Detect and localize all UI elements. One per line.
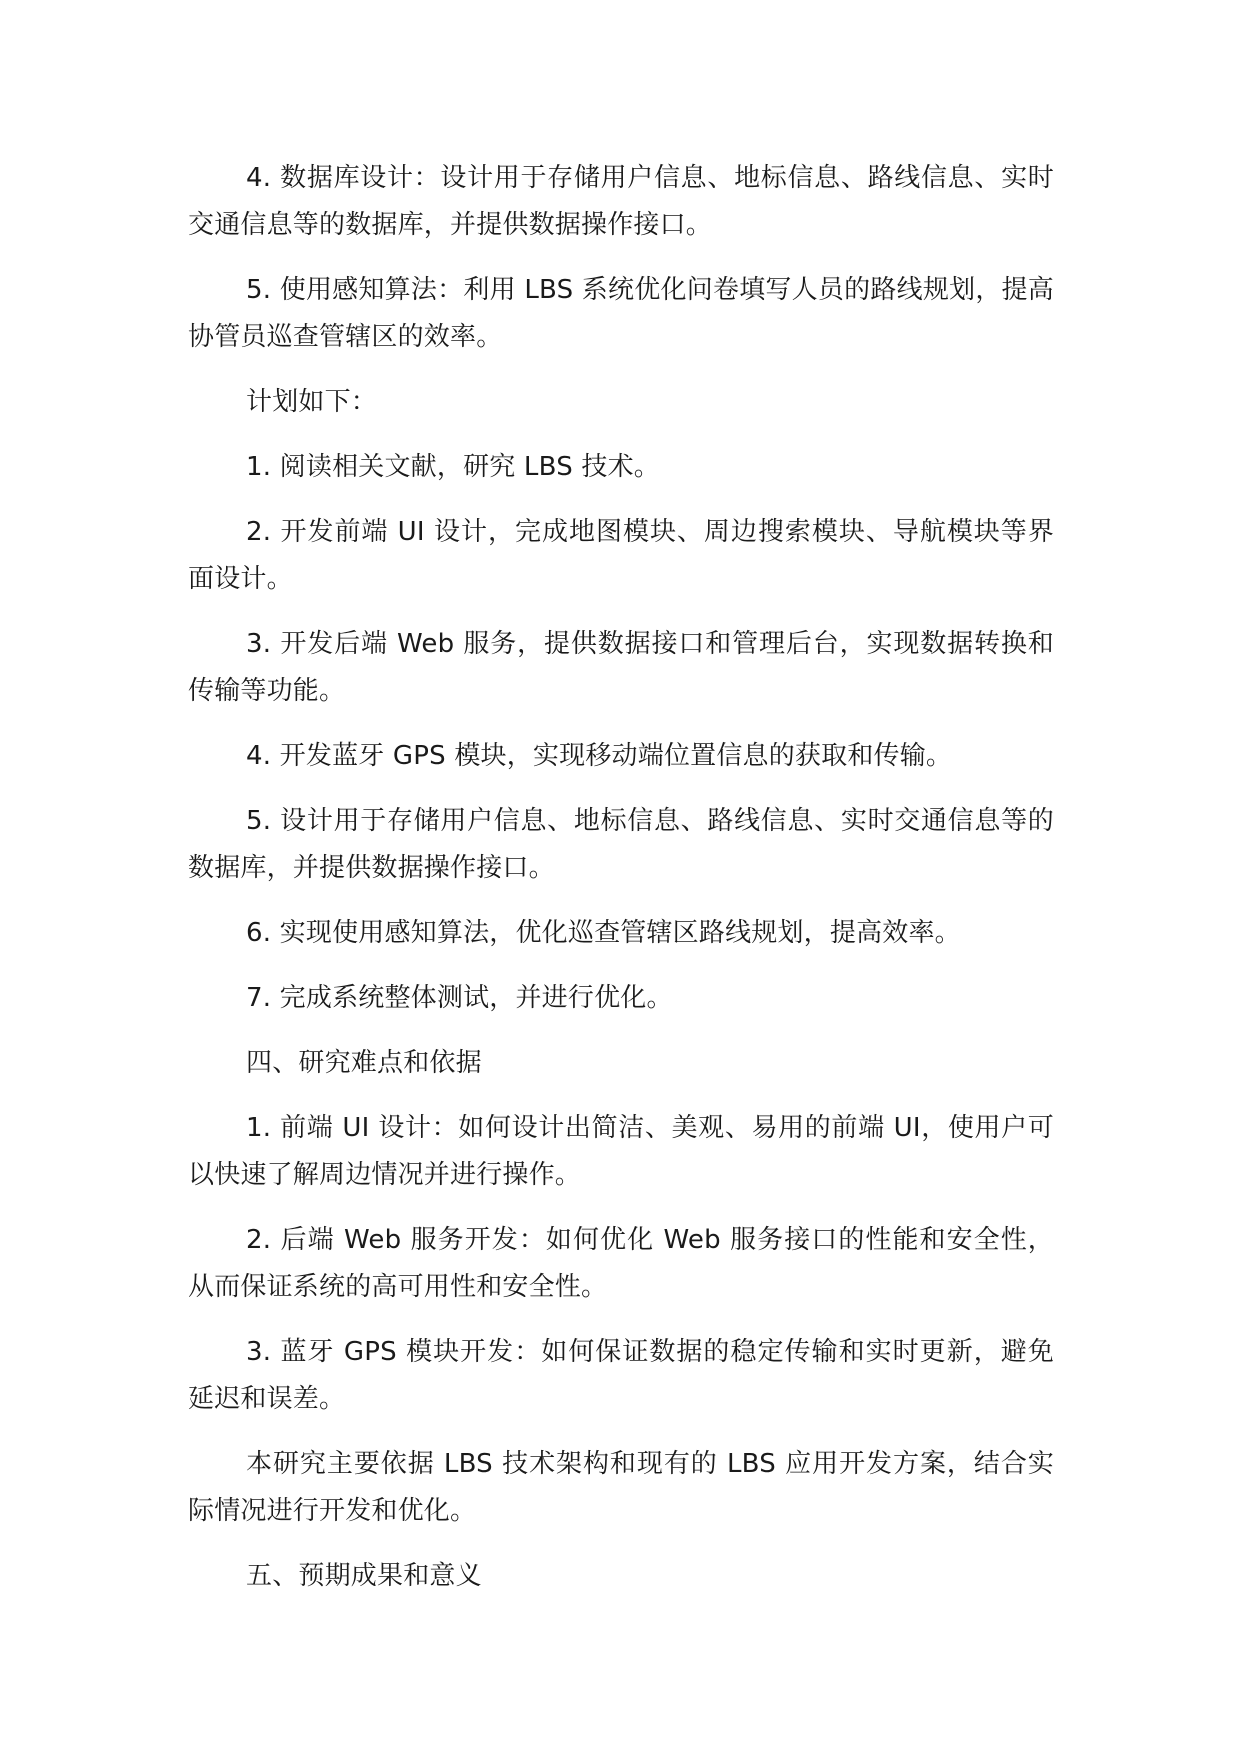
paragraph-database-design: 4. 数据库设计：设计用于存储用户信息、地标信息、路线信息、实时交通信息等的数据库，并提供数据操作接口。 xyxy=(188,163,1054,240)
section-heading-expected-results: 五、预期成果和意义 xyxy=(246,1561,482,1591)
paragraph-difficulty-backend: 2. 后端 Web 服务开发：如何优化 Web 服务接口的性能和安全性，从而保证系统的高可用性和安全性。 xyxy=(188,1225,1054,1302)
paragraph-basis: 本研究主要依据 LBS 技术架构和现有的 LBS 应用开发方案，结合实际情况进行开发和优化。 xyxy=(188,1449,1054,1526)
paragraph-plan-step-7: 7. 完成系统整体测试，并进行优化。 xyxy=(246,983,673,1013)
paragraph-plan-step-1: 1. 阅读相关文献，研究 LBS 技术。 xyxy=(246,452,660,482)
paragraph-plan-heading: 计划如下： xyxy=(246,387,378,417)
paragraph-difficulty-frontend: 1. 前端 UI 设计：如何设计出简洁、美观、易用的前端 UI，使用户可以快速了解周边情况并进行操作。 xyxy=(188,1113,1054,1190)
paragraph-plan-step-5: 5. 设计用于存储用户信息、地标信息、路线信息、实时交通信息等的数据库，并提供数据操作接口。 xyxy=(188,806,1054,883)
paragraph-difficulty-gps: 3. 蓝牙 GPS 模块开发：如何保证数据的稳定传输和实时更新，避免延迟和误差。 xyxy=(188,1337,1054,1414)
section-heading-difficulties: 四、研究难点和依据 xyxy=(246,1048,482,1078)
paragraph-plan-step-6: 6. 实现使用感知算法，优化巡查管辖区路线规划，提高效率。 xyxy=(246,918,961,948)
paragraph-plan-step-4: 4. 开发蓝牙 GPS 模块，实现移动端位置信息的获取和传输。 xyxy=(246,741,953,771)
paragraph-plan-step-2: 2. 开发前端 UI 设计，完成地图模块、周边搜索模块、导航模块等界面设计。 xyxy=(188,517,1054,594)
document-page xyxy=(188,155,1054,1618)
paragraph-plan-step-3: 3. 开发后端 Web 服务，提供数据接口和管理后台，实现数据转换和传输等功能。 xyxy=(188,629,1054,706)
paragraph-perception-algorithm: 5. 使用感知算法：利用 LBS 系统优化问卷填写人员的路线规划，提高协管员巡查管辖区的效率。 xyxy=(188,275,1054,352)
